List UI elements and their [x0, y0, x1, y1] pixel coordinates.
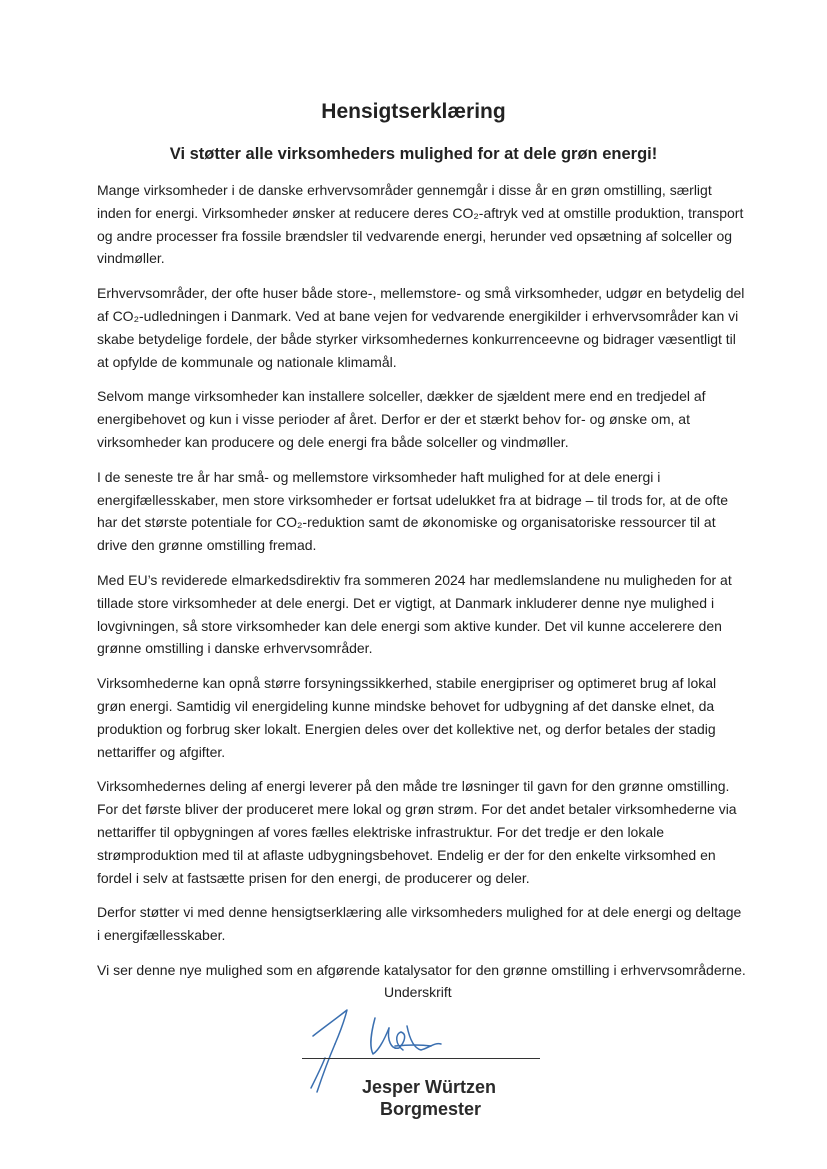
paragraph-3: Selvom mange virksomheder kan installere solceller, dækker de sjældent mere end en tredjedel af energibehovet og kun i visse perioder af året. Derfor er der et stærkt behov for- og ønske om, at virksomheder kan producere og dele energi fra både solceller og vindmøller. [97, 388, 706, 450]
signer-role: Borgmester [380, 1099, 482, 1119]
paragraph-9: Vi ser denne nye mulighed som en afgørende katalysator for den grønne omstilling i erhvervsområderne. [97, 961, 746, 978]
paragraph-7: Virksomhedernes deling af energi leverer på den måde tre løsninger til gavn for den grønne omstilling. For det første bliver der produceret mere lokal og grøn strøm. For det andet betaler virksomhederne via nettariffer til opbygningen af vores fælles elektriske infrastruktur. For det tredje er den lokale strømproduktion med til at aflaste udbygningsbehovet. Endelig er der for den enkelte virksomhed en fordel i selv at fastsætte prisen for den energi, de producerer og deler. [97, 778, 737, 886]
paragraph-8: Derfor støtter vi med denne hensigtserklæring alle virksomheders mulighed for at dele energi og deltage i energifællesskaber. [97, 904, 742, 944]
document-title: Hensigtserklæring [321, 100, 506, 123]
paragraph-1: Mange virksomheder i de danske erhvervsområder gennemgår i disse år en grøn omstilling, særligt inden for energi. Virksomheder ønsker at reducere deres CO₂-aftryk ved at omstille produktion, transport og andre processer fra fossile brændsler til vedvarende energi, herunder ved opsætning af solceller og vindmøller. [97, 182, 744, 267]
signer-name: Jesper Würtzen [362, 1077, 497, 1097]
paragraph-2: Erhvervsområder, der ofte huser både store-, mellemstore- og små virksomheder, udgør en betydelig del af CO₂-udledningen i Danmark. Ved at bane vejen for vedvarende energikilder i erhvervsområder kan vi skabe betydelige fordele, der både styrker virksomhedernes konkurrenceevne og bidrager væsentligt til at opfylde de kommunale og nationale klimamål. [97, 285, 745, 370]
paragraph-6: Virksomhederne kan opnå større forsyningssikkerhed, stabile energipriser og optimeret brug af lokal grøn energi. Samtidig vil energideling kunne mindske behovet for udbygning af det danske elnet, da produktion og forbrug sker lokalt. Energien deles over det kollektive net, og derfor betales der stadig nettariffer og afgifter. [97, 675, 717, 760]
signature-label: Underskrift [384, 984, 452, 1000]
paragraph-4: I de seneste tre år har små- og mellemstore virksomheder haft mulighed for at dele energi i energifællesskaber, men store virksomheder er fortsat udelukket fra at bidrage – til trods for, at de ofte har det største potentiale for CO₂-reduktion samt de økonomiske og organisatoriske ressourcer til at drive den grønne omstilling fremad. [97, 468, 729, 554]
signature-line [302, 1058, 540, 1059]
paragraph-5: Med EU’s reviderede elmarkedsdirektiv fra sommeren 2024 har medlemslandene nu muligheden for at tillade store virksomheder at dele energi. Det er vigtigt, at Danmark inkluderer denne nye mulighed i lovgivningen, så store virksomheder kan dele energi som aktive kunder. Det vil kunne accelerere den grønne omstilling i danske erhvervsområder. [97, 571, 732, 657]
document-subtitle: Vi støtter alle virksomheders mulighed for at dele grøn energi! [169, 145, 658, 163]
document-body [97, 179, 747, 994]
